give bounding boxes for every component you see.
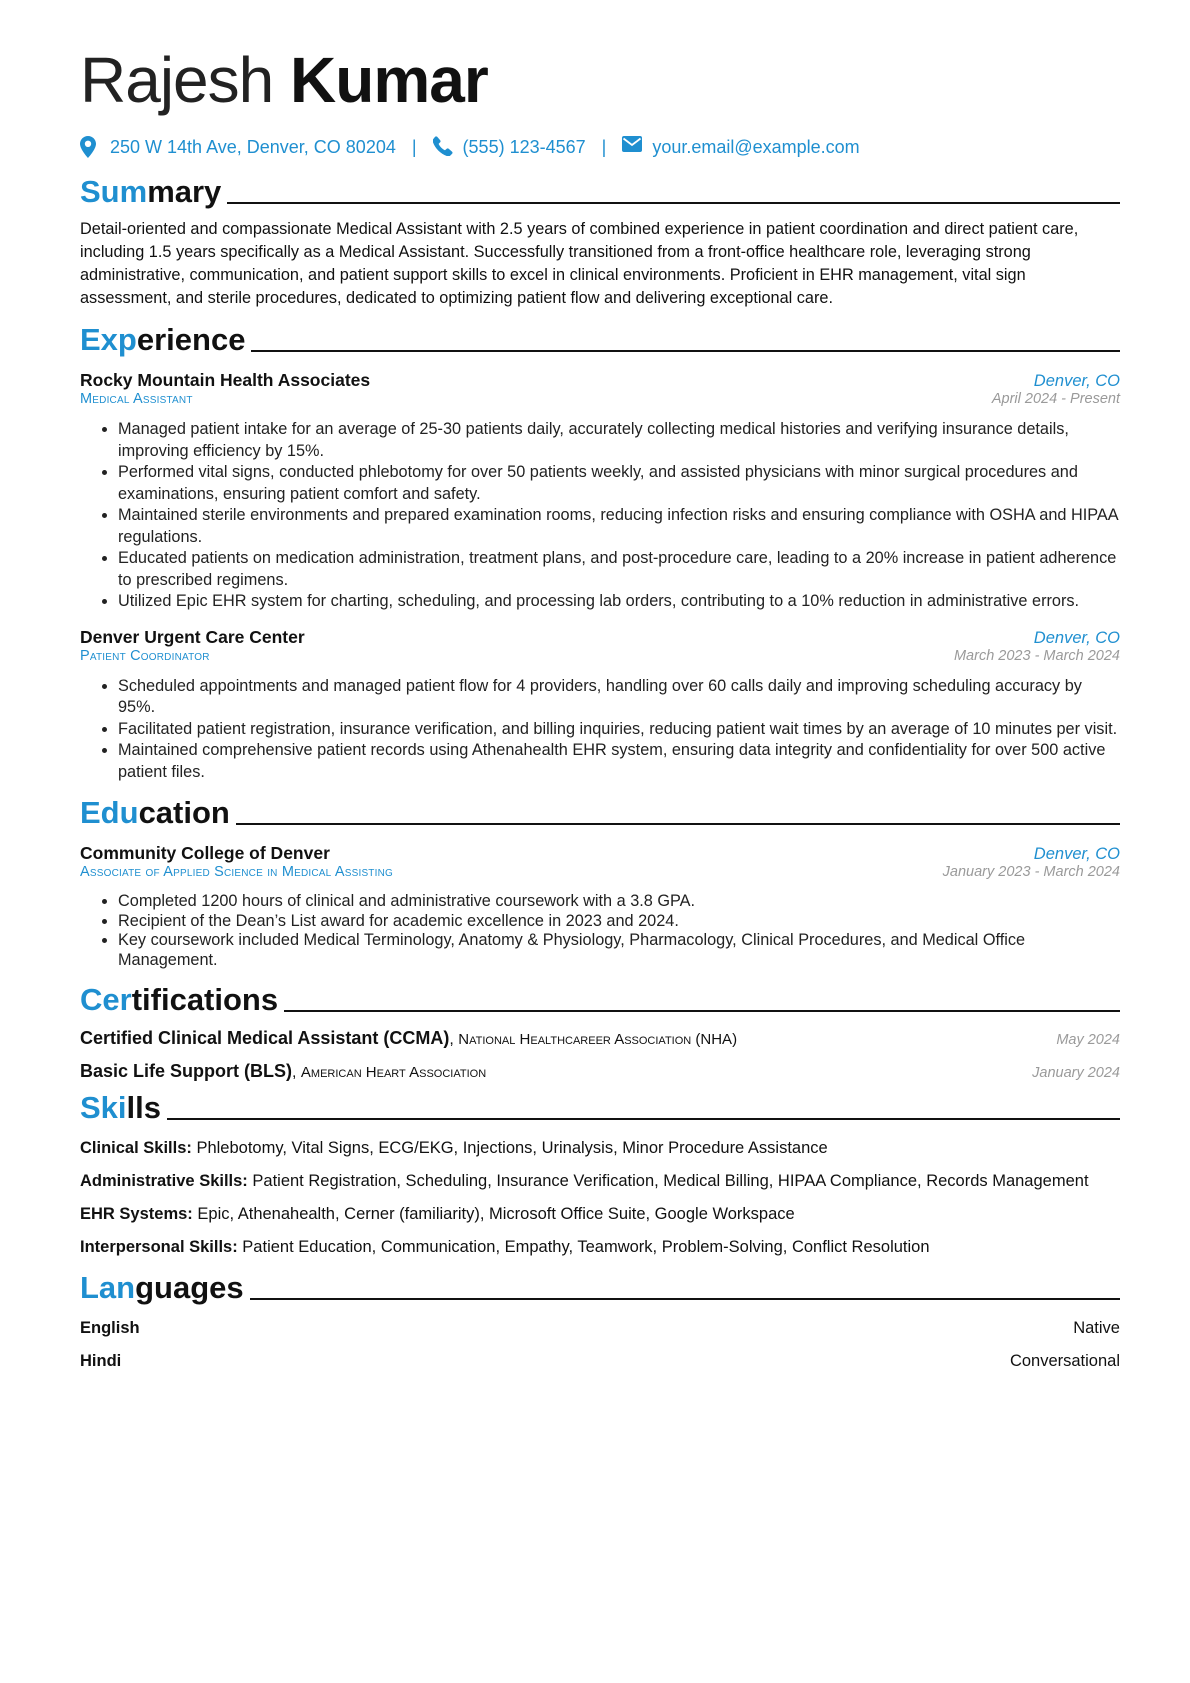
education-heading [80, 795, 230, 831]
last-name: Kumar [290, 44, 488, 116]
certification-date: May 2024 [1056, 1032, 1120, 1048]
job-title: Patient Coordinator [80, 647, 210, 664]
certification-issuer: National Healthcareer Association (NHA) [458, 1031, 738, 1048]
skill-row [80, 1137, 1120, 1159]
job-dates: April 2024 - Present [991, 391, 1120, 407]
skill-value: Phlebotomy, Vital Signs, ECG/EKG, Injections, Urinalysis, Minor Procedure Assistance [191, 1139, 828, 1157]
skill-row [80, 1236, 1120, 1258]
education-bullets [80, 892, 1120, 970]
map-marker-icon [80, 136, 102, 158]
languages-heading [80, 1270, 244, 1306]
certification-item: Basic Life Support (BLS), American Heart Association January 2024 [80, 1061, 1120, 1081]
email-link[interactable]: your.email@example.com [652, 136, 860, 157]
candidate-name [80, 44, 1120, 116]
skill-value: Patient Education, Communication, Empathy, Teamwork, Problem-Solving, Conflict Resolution [237, 1238, 930, 1256]
experience-heading [80, 322, 245, 358]
job-dates: March 2023 - March 2024 [953, 647, 1120, 664]
language-level: Native [1073, 1319, 1120, 1337]
heading-accent: Sum [80, 174, 148, 209]
summary-text: Detail-oriented and compassionate Medical Assistant with 2.5 years of combined experience in patient coordination and direct patient care, including 1.5 years specifically as a Medical Assistant. Successfully transitioned from a front-office healthcare role, leveraging strong administrative, communication, and patient support skills to excel in clinical environments. Proficient in EHR management, vital sign assessment, and sterile procedures, dedicated to optimizing patient flow and delivering exceptional care. [80, 220, 1079, 307]
job-title: Medical Assistant [80, 391, 193, 407]
skill-value: Epic, Athenahealth, Cerner (familiarity), Microsoft Office Suite, Google Workspace [192, 1205, 795, 1223]
degree-title: Associate of Applied Science in Medical Assisting [80, 864, 393, 880]
education-dates: January 2023 - March 2024 [942, 864, 1120, 880]
skill-label: Administrative Skills: [80, 1172, 248, 1190]
first-name: Rajesh [80, 44, 274, 116]
job-bullets [80, 419, 1120, 613]
skill-label: Clinical Skills: [80, 1139, 192, 1157]
certification-date: January 2024 [1032, 1065, 1120, 1081]
bullet-item: • Recipient of the Dean’s List award for academic excellence in 2023 and 2024. [118, 912, 1120, 932]
skill-row [80, 1203, 1120, 1225]
heading-rest: lls [126, 1090, 161, 1125]
certification-issuer: American Heart Association [300, 1064, 487, 1081]
heading-rest: cation [138, 795, 230, 830]
job-bullets [80, 676, 1120, 784]
envelope-icon [622, 136, 644, 158]
job-location: Denver, CO [1033, 628, 1120, 647]
section-divider [251, 350, 1120, 352]
school-name: Community College of Denver [80, 843, 330, 863]
heading-rest: guages [135, 1270, 244, 1305]
school-location: Denver, CO [1033, 845, 1120, 863]
certifications-heading [80, 982, 278, 1018]
language-row [80, 1317, 1120, 1339]
skills-heading [80, 1090, 161, 1126]
language-row [80, 1350, 1120, 1372]
languages-section-header [80, 1270, 1120, 1306]
phone-icon [433, 136, 455, 158]
bullet-item: • Utilized Epic EHR system for charting, scheduling, and processing lab orders, contributing to a 10% reduction in administrative errors. [118, 591, 1120, 613]
language-level: Conversational [1009, 1352, 1120, 1370]
heading-rest: tifications [131, 982, 279, 1017]
email-item[interactable] [622, 136, 859, 158]
employer-name: Denver Urgent Care Center [80, 626, 305, 647]
certification-item: Certified Clinical Medical Assistant (CCMA), National Healthcareer Association (NHA) May 2024 [80, 1028, 1120, 1048]
bullet-item: • Completed 1200 hours of clinical and administrative coursework with a 3.8 GPA. [118, 892, 1120, 912]
section-divider [227, 202, 1120, 204]
contact-separator: | [411, 136, 417, 157]
bullet-item: • Educated patients on medication administration, treatment plans, and post-procedure care, leading to a 20% increase in patient adherence to prescribed regimens. [118, 548, 1120, 591]
heading-accent: Cer [80, 982, 132, 1017]
summary-section-header [80, 174, 1120, 210]
heading-accent: Exp [80, 322, 137, 357]
education-entry [80, 843, 1120, 970]
contact-separator: | [601, 136, 607, 157]
address-text: 250 W 14th Ave, Denver, CO 80204 [110, 136, 396, 157]
section-divider [250, 1298, 1120, 1300]
contact-bar [80, 134, 1120, 160]
certification-name: Certified Clinical Medical Assistant (CCMA) [80, 1028, 450, 1048]
bullet-item: • Maintained comprehensive patient records using Athenahealth EHR system, ensuring data integrity and confidentiality for over 500 active patient files. [118, 740, 1120, 783]
skills-section-header [80, 1090, 1120, 1126]
bullet-item: • Maintained sterile environments and prepared examination rooms, reducing infection risks and ensuring compliance with OSHA and HIPAA regulations. [118, 505, 1120, 548]
heading-rest: erience [136, 322, 246, 357]
bullet-item: • Key coursework included Medical Terminology, Anatomy & Physiology, Pharmacology, Clinical Procedures, and Medical Office Management. [118, 931, 1120, 970]
heading-accent: Lan [80, 1270, 136, 1305]
skill-label: Interpersonal Skills: [80, 1238, 238, 1256]
certification-name: Basic Life Support (BLS) [80, 1061, 293, 1081]
section-divider [167, 1118, 1120, 1120]
skill-row [80, 1170, 1120, 1192]
heading-accent: Ski [80, 1090, 127, 1125]
language-name: Hindi [80, 1352, 122, 1370]
skill-value: Patient Registration, Scheduling, Insurance Verification, Medical Billing, HIPAA Compliance, Records Management [247, 1172, 1089, 1190]
job-entry [80, 370, 1120, 613]
section-divider [284, 1010, 1120, 1012]
bullet-item: • Managed patient intake for an average of 25-30 patients daily, accurately collecting medical histories and verifying insurance details, improving efficiency by 15%. [118, 419, 1120, 462]
language-name: English [80, 1319, 140, 1337]
employer-name: Rocky Mountain Health Associates [80, 370, 371, 390]
heading-rest: mary [147, 174, 222, 209]
job-entry [80, 627, 1120, 784]
education-section-header [80, 795, 1120, 831]
heading-accent: Edu [80, 795, 139, 830]
bullet-item: • Scheduled appointments and managed patient flow for 4 providers, handling over 60 calls daily and improving scheduling accuracy by 95%. [118, 676, 1120, 719]
phone-text[interactable]: (555) 123-4567 [462, 136, 586, 157]
bullet-item: • Performed vital signs, conducted phlebotomy for over 50 patients weekly, and assisted physicians with minor surgical procedures and examinations, ensuring patient comfort and safety. [118, 462, 1120, 505]
phone-item[interactable] [433, 136, 586, 158]
experience-section-header [80, 322, 1120, 358]
bullet-item: • Facilitated patient registration, insurance verification, and billing inquiries, reducing patient wait times by an average of 10 minutes per visit. [118, 719, 1120, 741]
certifications-section-header [80, 982, 1120, 1018]
section-divider [236, 823, 1120, 825]
summary-heading [80, 174, 221, 210]
skill-label: EHR Systems: [80, 1205, 193, 1223]
job-location: Denver, CO [1033, 372, 1120, 390]
address-item [80, 136, 396, 158]
